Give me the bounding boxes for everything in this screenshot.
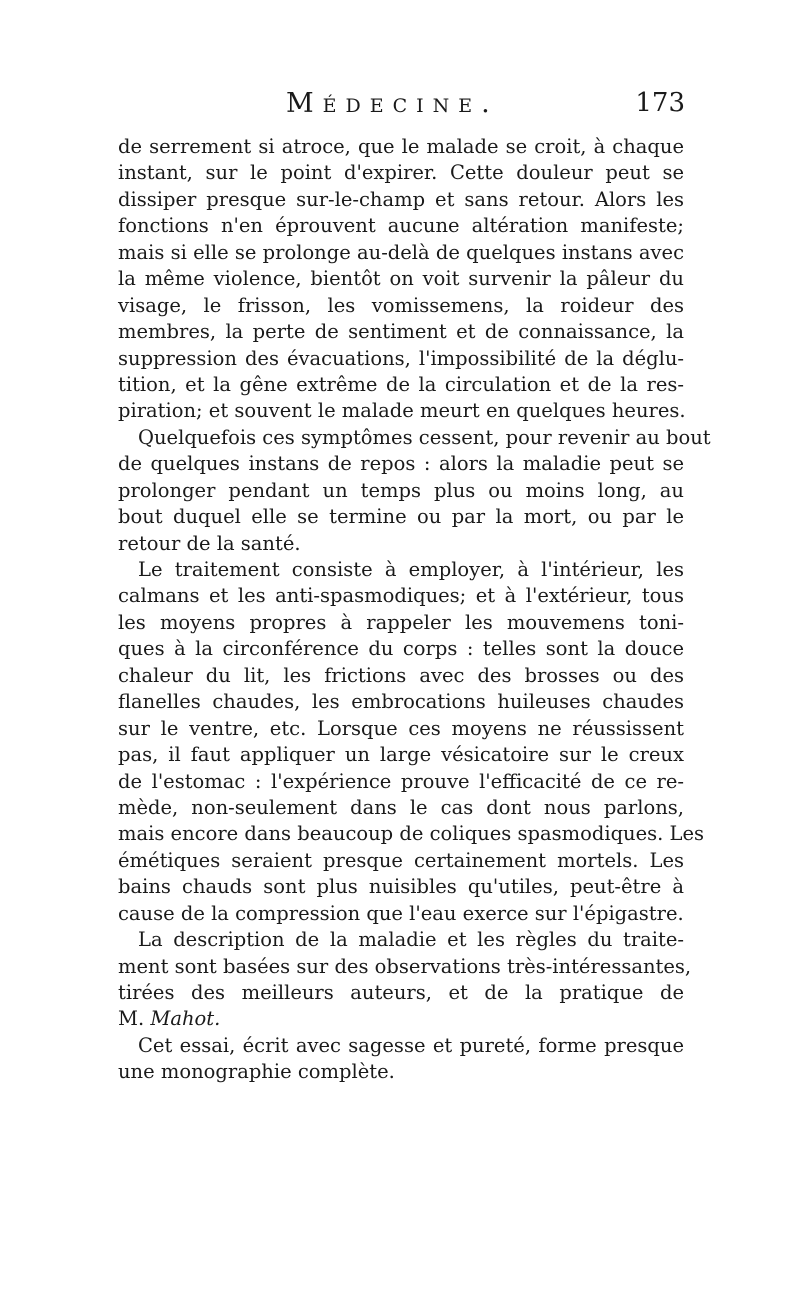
text-line: pas, il faut appliquer un large vésicatoire sur le creux [118, 743, 684, 767]
text-line: ment sont basées sur des observations très-intéressantes, [118, 954, 692, 978]
text-line: dissiper presque sur-le-champ et sans retour. Alors les [118, 187, 684, 211]
text-line: cause de la compression que l'eau exerce sur l'épigastre. [118, 901, 684, 925]
paragraph-start-line: Quelquefois ces symptômes cessent, pour revenir au bout [138, 425, 711, 449]
body-text [118, 134, 711, 1086]
text-line: mais si elle se prolonge au-delà de quelques instans avec [118, 240, 684, 264]
text-line: mède, non-seulement dans le cas dont nous parlons, [118, 795, 684, 819]
text-line: bout duquel elle se termine ou par la mort, ou par le [118, 505, 684, 529]
page-number: 173 [635, 88, 685, 118]
text-line: instant, sur le point d'expirer. Cette douleur peut se [118, 161, 684, 185]
author-prefix: M. [118, 1007, 151, 1031]
text-line: mais encore dans beaucoup de coliques spasmodiques. Les [118, 822, 705, 846]
text-line: suppression des évacuations, l'impossibilité de la déglu- [118, 346, 684, 370]
text-line: fonctions n'en éprouvent aucune altération manifeste; [118, 214, 684, 238]
page-header [118, 88, 685, 128]
text-line: flanelles chaudes, les embrocations huileuses chaudes [118, 690, 684, 714]
paragraph-start-line: Le traitement consiste à employer, à l'intérieur, les [138, 558, 684, 581]
text-line: chaleur du lit, les frictions avec des brosses ou des [118, 663, 684, 687]
text-line: retour de la santé. [118, 531, 301, 555]
text-line: tirées des meilleurs auteurs, et de la pratique de [118, 981, 684, 1004]
text-line: émétiques seraient presque certainement mortels. Les [118, 848, 684, 872]
text-line: la même violence, bientôt on voit survenir la pâleur du [118, 267, 684, 291]
text-line: de serrement si atroce, que le malade se croit, à chaque [118, 135, 684, 158]
text-line: membres, la perte de sentiment et de connaissance, la [118, 320, 684, 344]
text-line: sur le ventre, etc. Lorsque ces moyens ne réussissent [118, 716, 684, 740]
text-line: calmans et les anti-spasmodiques; et à l'extérieur, tous [118, 584, 684, 608]
paragraph-start-line: La description de la maladie et les règles du traite- [138, 928, 684, 952]
paragraph-start-line: Cet essai, écrit avec sagesse et pureté, forme presque [138, 1033, 684, 1057]
text-line: piration; et souvent le malade meurt en quelques heures. [118, 399, 686, 423]
author-line [118, 1006, 684, 1032]
text-line: bains chauds sont plus nuisibles qu'utiles, peut-être à [118, 875, 684, 899]
text-line: de quelques instans de repos : alors la maladie peut se [118, 452, 684, 476]
text-line: les moyens propres à rappeler les mouvemens toni- [118, 610, 684, 634]
text-line: ques à la circonférence du corps : telles sont la douce [118, 637, 684, 661]
text-line: de l'estomac : l'expérience prouve l'efficacité de ce re- [118, 769, 684, 793]
text-line: visage, le frisson, les vomissemens, la roideur des [118, 293, 684, 317]
text-line: une monographie complète. [118, 1060, 395, 1084]
text-line: prolonger pendant un temps plus ou moins long, au [118, 478, 684, 502]
running-title: Médecine. [286, 88, 499, 119]
author-name: Mahot. [150, 1007, 221, 1031]
text-line: tition, et la gêne extrême de la circulation et de la res- [118, 372, 684, 396]
